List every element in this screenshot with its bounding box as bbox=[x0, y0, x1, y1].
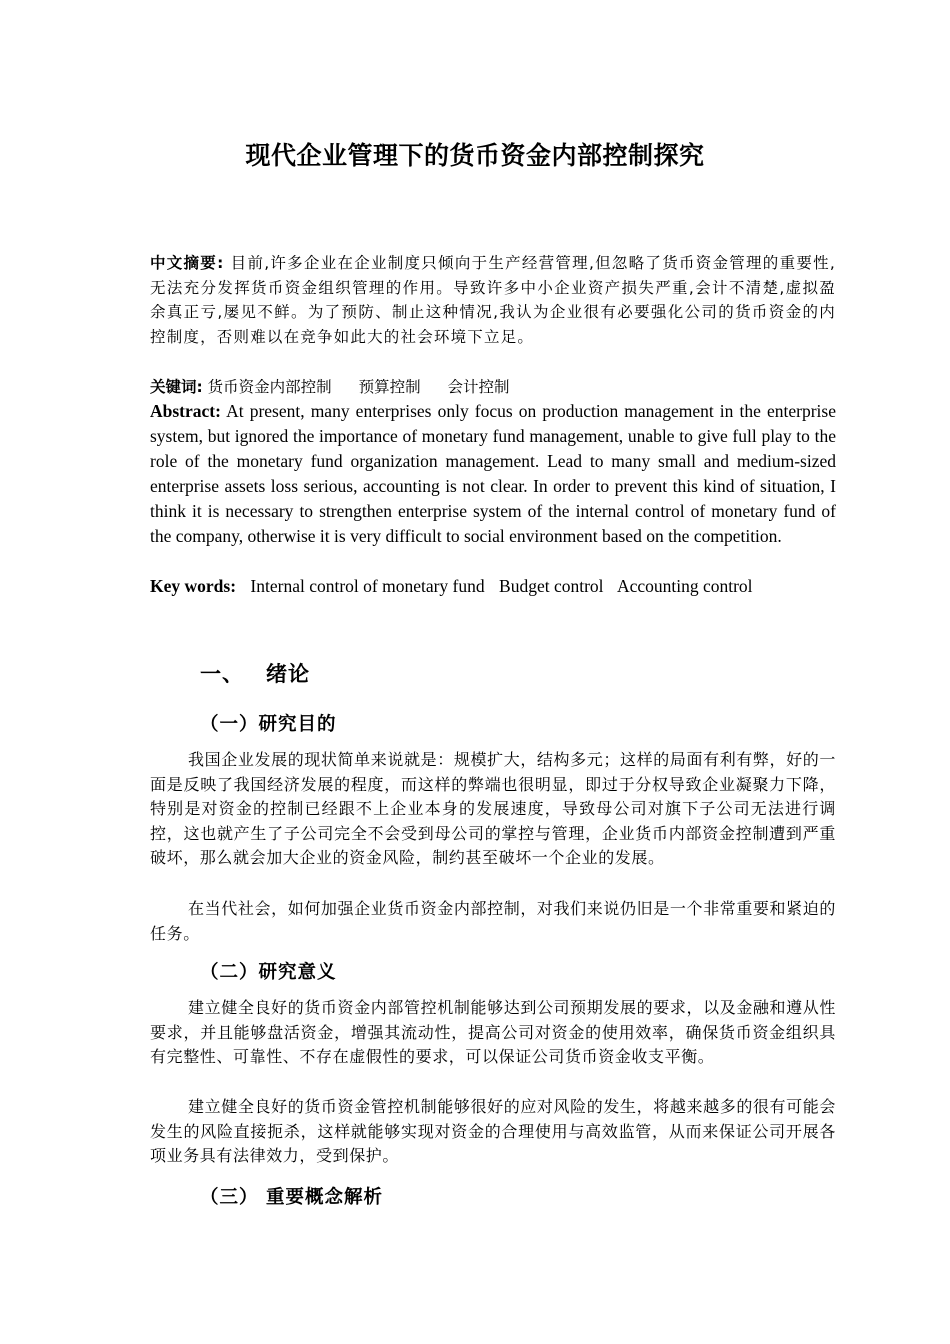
subsection-heading-purpose: （一）研究目的 bbox=[200, 714, 337, 735]
subsection-heading-concepts: （三） 重要概念解析 bbox=[200, 1187, 383, 1208]
english-abstract-label: Abstract: bbox=[150, 401, 221, 421]
section-title: 绪论 bbox=[266, 662, 310, 686]
paragraph: 我国企业发展的现状简单来说就是：规模扩大，结构多元；这样的局面有利有弊，好的一面是反映了我国经济发展的程度，而这样的弊端也很明显，即过于分权导致企业凝聚力下降，特别是对资金的控制已经跟不上企业本身的发展速度，导致母公司对旗下子公司无法进行调控，这也就产生了子公司完全不会受到母公司的掌控与管理，企业货币内部资金控制遭到严重破坏，那么就会加大企业的资金风险，制约甚至破坏一个企业的发展。 bbox=[150, 750, 836, 868]
paper-title: 现代企业管理下的货币资金内部控制探究 bbox=[245, 141, 705, 170]
chinese-keyword: 货币资金内部控制 bbox=[207, 378, 332, 396]
subsection-heading-significance: （二）研究意义 bbox=[200, 962, 337, 983]
section-number: 一、 bbox=[200, 662, 244, 686]
chinese-keyword: 预算控制 bbox=[358, 378, 421, 396]
english-keywords bbox=[150, 574, 836, 599]
section-heading-introduction bbox=[200, 658, 310, 688]
chinese-abstract bbox=[150, 251, 836, 349]
english-abstract-text: At present, many enterprises only focus on production management in the enterprise system, but ignored the importance of monetary fund management, unable to give full play to the role of the monetary fund organization management. Lead to many small and medium-sized enterprise assets loss serious, accounting is not clear. In order to prevent this kind of situation, I think it is necessary to strengthen enterprise system of the internal control of monetary fund of the company, otherwise it is very difficult to social environment based on the competition. bbox=[150, 401, 836, 546]
english-abstract bbox=[150, 399, 836, 549]
chinese-keywords bbox=[150, 375, 836, 399]
english-keywords-label: Key words: bbox=[150, 576, 237, 596]
chinese-abstract-text: 目前,许多企业在企业制度只倾向于生产经营管理,但忽略了货币资金管理的重要性,无法充分发挥货币资金组织管理的作用。导致许多中小企业资产损失严重,会计不清楚,虚拟盈余真正亏,屡见不鲜。为了预防、制止这种情况,我认为企业很有必要强化公司的货币资金的内控制度，否则难以在竞争如此大的社会环境下立足。 bbox=[150, 254, 836, 346]
chinese-abstract-label: 中文摘要: bbox=[150, 254, 225, 272]
english-keyword: Accounting control bbox=[616, 576, 753, 596]
paragraph: 建立健全良好的货币资金管控机制能够很好的应对风险的发生，将越来越多的很有可能会发生的风险直接扼杀，这样就能够实现对资金的合理使用与高效监管，从而来保证公司开展各项业务具有法律效力，受到保护。 bbox=[150, 1097, 836, 1166]
english-keyword: Budget control bbox=[499, 576, 604, 596]
chinese-keyword: 会计控制 bbox=[447, 378, 510, 396]
english-keyword: Internal control of monetary fund bbox=[250, 576, 485, 596]
paragraph: 在当代社会，如何加强企业货币资金内部控制，对我们来说仍旧是一个非常重要和紧迫的任务。 bbox=[150, 899, 836, 943]
paragraph: 建立健全良好的货币资金内部管控机制能够达到公司预期发展的要求，以及金融和遵从性要求，并且能够盘活资金，增强其流动性，提高公司对资金的使用效率，确保货币资金组织具有完整性、可靠性、不存在虚假性的要求，可以保证公司货币资金收支平衡。 bbox=[150, 998, 836, 1067]
chinese-keywords-label: 关键词: bbox=[150, 378, 203, 396]
